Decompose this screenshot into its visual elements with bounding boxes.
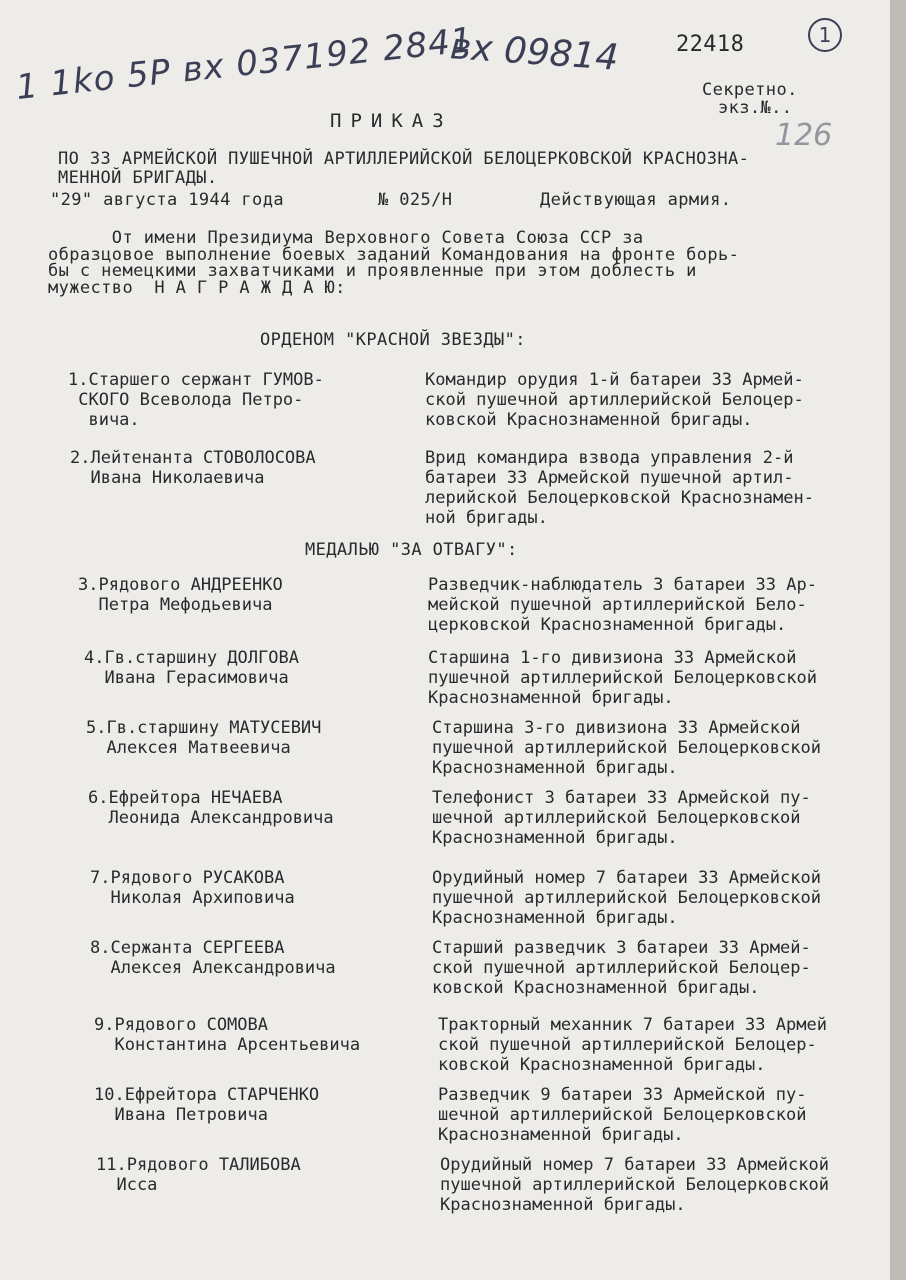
awardee-name <box>84 648 299 688</box>
awardee-name-line: Ивана Николаевича <box>70 468 265 488</box>
awardee-position-line: Старшина 1-го дивизиона 33 Армейской <box>428 648 797 668</box>
awardee-name <box>70 448 316 508</box>
awardee-name <box>68 370 324 430</box>
awardee-name-line: 2.Лейтенанта СТОВОЛОСОВА <box>70 448 316 468</box>
awardee-name-line: Ивана Герасимовича <box>84 668 289 688</box>
awardee-position-line: шечной артиллерийской Белоцерковской <box>438 1105 807 1125</box>
awardee-position-line: ковской Краснознаменной бригады. <box>425 410 753 430</box>
awardee-position-line: Врид командира взвода управления 2-й <box>425 448 794 468</box>
awardee-position-line: Телефонист 3 батареи 33 Армейской пу- <box>432 788 811 808</box>
awardee-position-line: мейской пушечной артиллерийской Бело- <box>428 595 807 615</box>
awardee-name-line <box>70 488 316 508</box>
awardee-position-line: лерийской Белоцерковской Краснознамен- <box>425 488 814 508</box>
awardee-position <box>438 1085 806 1145</box>
awardee-name <box>96 1155 301 1195</box>
awardee-position-line: ской пушечной артиллерийской Белоцер- <box>438 1035 817 1055</box>
section-heading-bravery-medal: МЕДАЛЬЮ "ЗА ОТВАГУ": <box>305 540 518 560</box>
awardee-position-line: шечной артиллерийской Белоцерковской <box>432 808 801 828</box>
document-number: 22418 <box>676 32 745 57</box>
awardee-position-line: ской пушечной артиллерийской Белоцер- <box>432 958 811 978</box>
awardee-name-line: Ивана Петровича <box>94 1105 268 1125</box>
section-heading-red-star: ОРДЕНОМ "КРАСНОЙ ЗВЕЗДЫ": <box>260 330 526 350</box>
awardee-name <box>90 868 295 908</box>
awardee-position-line: Разведчик 9 батареи 33 Армейской пу- <box>438 1085 807 1105</box>
awardee-name-line: 10.Ефрейтора СТАРЧЕНКО <box>94 1085 320 1105</box>
awardee-name <box>94 1015 360 1055</box>
awardee-position <box>425 448 814 528</box>
awardee-position <box>425 370 804 430</box>
awardee-position-line: Орудийный номер 7 батареи 33 Армейской <box>440 1155 829 1175</box>
awardee-position <box>432 868 821 928</box>
awardee-name-line: Константина Арсентьевича <box>94 1035 361 1055</box>
intro-line: мужество Н А Г Р А Ж Д А Ю: <box>48 277 346 298</box>
awardee-name-line: 9.Рядового СОМОВА <box>94 1015 268 1035</box>
awardee-position-line: церковской Краснознаменной бригады. <box>428 615 787 635</box>
brigade-heading-line: ПО 33 АРМЕЙСКОЙ ПУШЕЧНОЙ АРТИЛЛЕРИЙСКОЙ БЕЛОЦЕРКОВСКОЙ КРАСНОЗНА- <box>58 149 750 169</box>
handwritten-margin-mark: 126 <box>775 118 833 153</box>
awardee-position-line: Командир орудия 1-й батареи 33 Армей- <box>425 370 804 390</box>
handwritten-incoming-number: вх 09814 <box>448 26 620 79</box>
awardee-name-line: 7.Рядового РУСАКОВА <box>90 868 285 888</box>
awardee-name-line: 8.Сержанта СЕРГЕЕВА <box>90 938 285 958</box>
awardee-name-line: 11.Рядового ТАЛИБОВА <box>96 1155 301 1175</box>
awardee-name-line: Петра Мефодьевича <box>78 595 273 615</box>
awardee-name <box>88 788 334 828</box>
awardee-name-line: Алексея Александровича <box>90 958 336 978</box>
awardee-position <box>438 1015 827 1075</box>
awardee-position-line: Краснознаменной бригады. <box>438 1125 684 1145</box>
awardee-position-line: батареи 33 Армейской пушечной артил- <box>425 468 794 488</box>
awardee-position-line: Старшина 3-го дивизиона 33 Армейской <box>432 718 801 738</box>
awardee-position-line: Краснознаменной бригады. <box>428 688 674 708</box>
awardee-position <box>432 788 811 848</box>
awardee-name-line: Алексея Матвеевича <box>86 738 291 758</box>
awardee-position-line: Краснознаменной бригады. <box>432 908 678 928</box>
awardee-position <box>440 1155 829 1215</box>
awardee-name-line: 5.Гв.старшину МАТУСЕВИЧ <box>86 718 322 738</box>
awardee-position-line: Тракторный механник 7 батареи 33 Армей <box>438 1015 827 1035</box>
awardee-position-line: ковской Краснознаменной бригады. <box>432 978 760 998</box>
awardee-name-line: 1.Старшего сержант ГУМОВ- <box>68 370 324 390</box>
awardee-position-line: пушечной артиллерийской Белоцерковской <box>432 738 821 758</box>
awardee-name-line: 4.Гв.старшину ДОЛГОВА <box>84 648 299 668</box>
awardee-position-line: пушечной артиллерийской Белоцерковской <box>440 1175 829 1195</box>
page-edge <box>890 0 906 1280</box>
awardee-name-line: Исса <box>96 1175 158 1195</box>
intro-line: бы с немецкими захватчиками и проявленные при этом доблесть и <box>48 261 697 281</box>
intro-line: образцовое выполнение боевых заданий Командования на фронте борь- <box>48 244 740 265</box>
awardee-position <box>428 575 817 635</box>
awardee-name-line: Леонида Александровича <box>88 808 334 828</box>
awardee-name-line: 3.Рядового АНДРЕЕНКО <box>78 575 283 595</box>
awardee-position-line: Орудийный номер 7 батареи 33 Армейской <box>432 868 821 888</box>
awardee-position-line: Краснознаменной бригады. <box>432 828 678 848</box>
handwritten-circled-number: 1 <box>808 18 842 52</box>
secrecy-label: Секретно. <box>702 80 798 100</box>
awardee-name <box>78 575 283 615</box>
awardee-position <box>428 648 817 708</box>
intro-line: От имени Президиума Верховного Совета Союза ССР за <box>48 228 644 248</box>
handwritten-registration-mark: 1 1ko 5P вх 037192 2841 <box>14 20 476 108</box>
awardee-position-line: ской пушечной артиллерийской Белоцер- <box>425 390 804 410</box>
order-location: Действующая армия. <box>540 190 732 210</box>
awardee-position <box>432 938 811 998</box>
order-date: "29" августа 1944 года <box>50 190 284 210</box>
awardee-name-line: СКОГО Всеволода Петро- <box>68 390 304 410</box>
awardee-name-line: вича. <box>68 410 140 430</box>
awardee-position <box>432 718 821 778</box>
awardee-position-line: Старший разведчик 3 батареи 33 Армей- <box>432 938 811 958</box>
copy-number: экз.№.. <box>718 98 793 118</box>
intro-paragraph <box>48 230 739 296</box>
awardee-position-line: Краснознаменной бригады. <box>432 758 678 778</box>
awardee-name-line: Николая Архиповича <box>90 888 295 908</box>
awardee-position-line: ковской Краснознаменной бригады. <box>438 1055 766 1075</box>
order-number: № 025/Н <box>378 190 453 210</box>
awardee-name-line: 6.Ефрейтора НЕЧАЕВА <box>88 788 283 808</box>
awardee-position-line: ной бригады. <box>425 508 548 528</box>
awardee-name <box>86 718 321 758</box>
awardee-position-line: Разведчик-наблюдатель 3 батареи 33 Ар- <box>428 575 817 595</box>
awardee-position-line: Краснознаменной бригады. <box>440 1195 686 1215</box>
awardee-position-line: пушечной артиллерийской Белоцерковской <box>428 668 817 688</box>
brigade-heading-line: МЕННОЙ БРИГАДЫ. <box>58 168 218 188</box>
awardee-name <box>94 1085 319 1125</box>
brigade-heading <box>58 150 749 188</box>
page-title: ПРИКАЗ <box>330 110 453 132</box>
awardee-position-line: пушечной артиллерийской Белоцерковской <box>432 888 821 908</box>
awardee-name <box>90 938 336 978</box>
